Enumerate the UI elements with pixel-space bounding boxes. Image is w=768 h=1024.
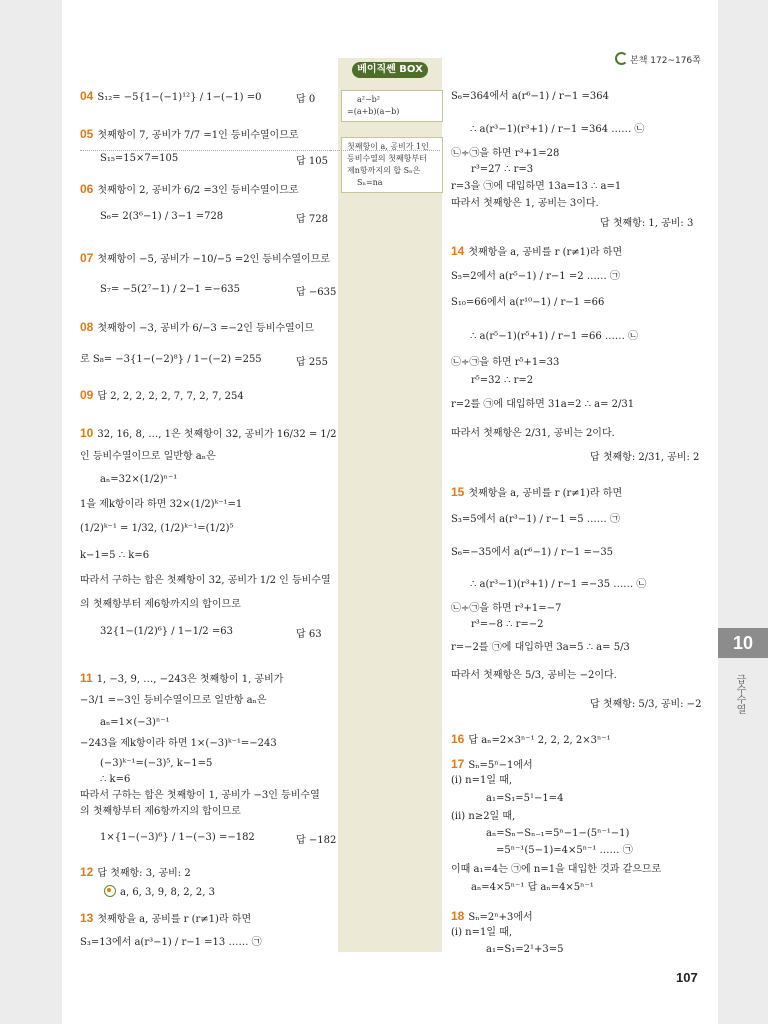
line-text: S₃=13에서 a(r³−1) / r−1 =13 …… ㉠ (80, 937, 262, 948)
solution-line (80, 694, 267, 707)
solution-line (451, 910, 533, 924)
solution-line (80, 866, 191, 880)
solution-line (100, 716, 170, 729)
solution-line (451, 270, 620, 283)
chapter-label: 급수수열 (734, 674, 745, 714)
line-text: (1/2)ᵏ⁻¹ = 1/32, (1/2)ᵏ⁻¹=(1/2)⁵ (80, 523, 234, 534)
solution-line (451, 669, 617, 682)
solution-line (100, 473, 177, 486)
line-text: −3/1 =−3인 등비수열이므로 일반항 aₙ은 (80, 695, 267, 706)
solution-line (80, 522, 234, 535)
line-text: S₆= 2(3⁶−1) / 3−1 =728 (100, 211, 224, 222)
note-line: =(a+b)(a−b) (347, 107, 400, 116)
solution-line (80, 737, 277, 750)
line-text: a₁=S₁=2¹+3=5 (486, 944, 564, 955)
line-text: r=3을 ㉠에 대입하면 13a=13 ∴ a=1 (451, 181, 622, 192)
line-text: Sₙ=5ⁿ−1에서 (468, 760, 533, 771)
solution-line (451, 513, 620, 526)
problem-number: 14 (451, 244, 465, 258)
line-text: aₙ=Sₙ−Sₙ₋₁=5ⁿ−1−(5ⁿ⁻¹−1) (486, 828, 630, 839)
line-text: S₁₅=15×7=105 (100, 153, 179, 164)
solution-line (451, 486, 622, 500)
solution-line (600, 217, 693, 230)
line-text: 따라서 첫째항은 1, 공비는 3이다. (451, 198, 599, 209)
solution-line (451, 641, 630, 654)
solution-line (451, 296, 604, 309)
line-text: (ⅰ) n=1일 때, (451, 927, 513, 938)
line-text: ∴ a(r³−1)(r³+1) / r−1 =−35 …… ㉡ (470, 579, 647, 590)
line-text: S₃=5에서 a(r³−1) / r−1 =5 …… ㉠ (451, 514, 620, 525)
solution-line (80, 252, 330, 266)
solution-line (451, 758, 533, 772)
problem-number: 13 (80, 911, 94, 925)
solution-line (451, 602, 561, 615)
problem-number: 18 (451, 909, 465, 923)
line-text: 첫째항을 a, 공비를 r (r≠1)라 하면 (468, 247, 623, 258)
line-text: 답 aₙ=2×3ⁿ⁻¹ 2, 2, 2, 2×3ⁿ⁻¹ (468, 735, 611, 746)
line-text: S₆=−35에서 a(r⁶−1) / r−1 =−35 (451, 547, 614, 558)
line-text: 이때 a₁=4는 ㉠에 n=1을 대입한 것과 같으므로 (451, 864, 662, 875)
solution-line (104, 885, 215, 899)
solution-line (80, 912, 251, 926)
problem-number: 08 (80, 320, 94, 334)
solution-line (100, 625, 233, 638)
solution-line (80, 672, 283, 686)
solution-line (471, 618, 544, 631)
line-text: 32{1−(1/2)⁶} / 1−1/2 =63 (100, 626, 233, 637)
line-text: aₙ=1×(−3)ⁿ⁻¹ (100, 717, 170, 728)
line-text: 첫째항이 −3, 공비가 6/−3 =−2인 등비수열이므 (97, 323, 315, 334)
note-line: 제n항까지의 합 Sₙ은 (347, 166, 421, 175)
line-text: aₙ=32×(1/2)ⁿ⁻¹ (100, 474, 178, 485)
solution-line (80, 574, 331, 587)
line-text: 따라서 구하는 합은 첫째항이 32, 공비가 1/2 인 등비수열 (80, 575, 331, 586)
line-text: (ⅱ) n≥2일 때, (451, 811, 516, 822)
solution-line (80, 90, 262, 104)
note-line: 첫째항이 a, 공비가 1인 (347, 142, 429, 151)
line-text: Sₙ=2ⁿ+3에서 (468, 912, 533, 923)
line-text: 1, −3, 9, …, −243은 첫째항이 1, 공비가 (96, 674, 284, 685)
page-reference-text: 본책 172~176쪽 (630, 56, 701, 66)
box-note-factorization (341, 90, 443, 122)
problem-number: 07 (80, 251, 94, 265)
line-text: 의 첫째항부터 제6항까지의 합이므로 (80, 806, 241, 817)
answer-label: 답 0 (296, 94, 316, 105)
line-text: S₁₀=66에서 a(r¹⁰−1) / r−1 =66 (451, 297, 605, 308)
line-text: 의 첫째항부터 제6항까지의 합이므로 (80, 599, 241, 610)
solution-line (100, 757, 212, 770)
dotted-divider (80, 150, 330, 151)
page-reference (615, 52, 701, 66)
solution-line (470, 330, 638, 343)
answer-label: 답 105 (296, 156, 328, 167)
solution-line (80, 389, 244, 403)
line-text: r³=−8 ∴ r=−2 (471, 619, 544, 630)
solution-line (470, 123, 644, 136)
dotted-divider (330, 150, 440, 151)
line-text: S₁₂= −5{1−(−1)¹²} / 1−(−1) =0 (97, 92, 262, 103)
problem-number: 15 (451, 485, 465, 499)
solution-line (100, 831, 255, 844)
solution-line (100, 283, 240, 296)
line-text: 답 첫째항: 1, 공비: 3 (600, 218, 694, 229)
solution-line (451, 245, 622, 259)
solution-line (451, 356, 559, 369)
line-text: ㉡÷㉠을 하면 r³+1=28 (451, 148, 560, 159)
solution-line (451, 427, 615, 440)
solution-line (471, 163, 533, 176)
line-text: 따라서 구하는 합은 첫째항이 1, 공비가 −3인 등비수열 (80, 790, 320, 801)
solution-line (80, 353, 262, 366)
line-text: 답 2, 2, 2, 2, 2, 7, 7, 2, 7, 254 (97, 391, 244, 402)
line-text: r=−2를 ㉠에 대입하면 3a=5 ∴ a= 5/3 (451, 642, 630, 653)
solution-line (590, 698, 701, 711)
line-text: a, 6, 3, 9, 8, 2, 2, 3 (120, 887, 215, 898)
line-text: ㉡÷㉠을 하면 r³+1=−7 (451, 603, 562, 614)
line-text: 첫째항을 a, 공비를 r (r≠1)라 하면 (97, 914, 252, 925)
book-icon (615, 52, 628, 65)
note-line: Sₙ=na (357, 178, 383, 187)
line-text: aₙ=4×5ⁿ⁻¹ 답 aₙ=4×5ⁿ⁻¹ (471, 882, 594, 893)
solution-line (100, 773, 130, 786)
line-text: 첫째항이 −5, 공비가 −10/−5 =2인 등비수열이므로 (97, 254, 331, 265)
problem-number: 09 (80, 388, 94, 402)
line-text: r⁵=32 ∴ r=2 (471, 375, 534, 386)
solution-line (451, 810, 515, 823)
solution-line (451, 147, 559, 160)
answer-label: 답 63 (296, 629, 322, 640)
line-text: a₁=S₁=5¹−1=4 (486, 793, 564, 804)
line-text: k−1=5 ∴ k=6 (80, 550, 150, 561)
solution-line (80, 183, 299, 197)
line-text: (−3)ᵏ⁻¹=(−3)⁵, k−1=5 (100, 758, 213, 769)
solution-line (451, 863, 661, 876)
solution-line (80, 789, 320, 802)
line-text: −243을 제k항이라 하면 1×(−3)ᵏ⁻¹=−243 (80, 738, 277, 749)
line-text: ㉡÷㉠을 하면 r⁵+1=33 (451, 357, 560, 368)
problem-number: 06 (80, 182, 94, 196)
solution-line (80, 427, 337, 441)
line-text: 인 등비수열이므로 일반항 aₙ은 (80, 451, 216, 462)
solution-line (80, 936, 262, 949)
problem-number: 16 (451, 732, 465, 746)
line-text: 첫째항이 7, 공비가 7/7 =1인 등비수열이므로 (97, 130, 299, 141)
line-text: r=2를 ㉠에 대입하면 31a=2 ∴ a= 2/31 (451, 399, 635, 410)
solution-line (451, 180, 621, 193)
problem-number: 11 (80, 671, 93, 685)
solution-line (451, 926, 512, 939)
solution-line (80, 598, 241, 611)
problem-number: 10 (80, 426, 94, 440)
line-text: 1을 제k항이라 하면 32×(1/2)ᵏ⁻¹=1 (80, 499, 243, 510)
solution-line (471, 881, 594, 894)
line-text: ∴ a(r⁵−1)(r⁵+1) / r−1 =66 …… ㉡ (470, 331, 639, 342)
solution-line (470, 578, 646, 591)
solution-line (80, 450, 216, 463)
answer-label: 답 −182 (296, 835, 337, 846)
solution-line (80, 805, 241, 818)
line-text: 첫째항을 a, 공비를 r (r≠1)라 하면 (468, 488, 623, 499)
line-text: 1×{1−(−3)⁶} / 1−(−3) =−182 (100, 832, 255, 843)
problem-number: 05 (80, 127, 94, 141)
target-icon (104, 885, 116, 897)
solution-line (486, 943, 563, 956)
note-line: 등비수열의 첫째항부터 (347, 154, 427, 163)
answer-label: 답 255 (296, 357, 328, 368)
chapter-tab: 10 (718, 628, 768, 658)
problem-number: 12 (80, 865, 94, 879)
solution-line (451, 398, 634, 411)
line-text: S₅=2에서 a(r⁵−1) / r−1 =2 …… ㉠ (451, 271, 620, 282)
solution-line (486, 827, 629, 840)
line-text: r³=27 ∴ r=3 (471, 164, 534, 175)
line-text: 따라서 첫째항은 5/3, 공비는 −2이다. (451, 670, 617, 681)
line-text: 답 첫째항: 3, 공비: 2 (97, 868, 191, 879)
solution-line (80, 549, 149, 562)
note-line: a²−b² (357, 95, 381, 104)
line-text: 따라서 첫째항은 2/31, 공비는 2이다. (451, 428, 615, 439)
solution-line (451, 90, 609, 103)
answer-label: 답 728 (296, 214, 328, 225)
page-number: 107 (676, 970, 698, 985)
solution-line (590, 451, 699, 464)
problem-number: 04 (80, 89, 94, 103)
line-text: 답 첫째항: 2/31, 공비: 2 (590, 452, 700, 463)
basic-box-title: 베이직쎈 BOX (352, 62, 428, 78)
solution-line (80, 321, 314, 335)
solution-line (451, 733, 611, 747)
solution-line (451, 546, 613, 559)
solution-line (80, 128, 299, 142)
line-text: 32, 16, 8, …, 1은 첫째항이 32, 공비가 16/32 = 1/2 (97, 429, 337, 440)
solution-line (80, 498, 242, 511)
line-text: =5ⁿ⁻¹(5−1)=4×5ⁿ⁻¹ …… ㉠ (496, 845, 633, 856)
line-text: S₆=364에서 a(r⁶−1) / r−1 =364 (451, 91, 610, 102)
line-text: 로 S₈= −3{1−(−2)⁸} / 1−(−2) =255 (80, 354, 262, 365)
solution-line (100, 152, 178, 165)
solution-line (451, 774, 512, 787)
line-text: S₇= −5(2⁷−1) / 2−1 =−635 (100, 284, 240, 295)
solution-line (100, 210, 223, 223)
line-text: 첫째항이 2, 공비가 6/2 =3인 등비수열이므로 (97, 185, 299, 196)
line-text: (ⅰ) n=1일 때, (451, 775, 513, 786)
line-text: ∴ k=6 (100, 774, 131, 785)
line-text: 답 첫째항: 5/3, 공비: −2 (590, 699, 702, 710)
line-text: ∴ a(r³−1)(r³+1) / r−1 =364 …… ㉡ (470, 124, 645, 135)
problem-number: 17 (451, 757, 465, 771)
answer-label: 답 −635 (296, 287, 337, 298)
solution-line (471, 374, 533, 387)
box-note-ratio-one (341, 137, 443, 193)
solution-line (451, 197, 599, 210)
solution-line (496, 844, 633, 857)
solution-line (486, 792, 563, 805)
